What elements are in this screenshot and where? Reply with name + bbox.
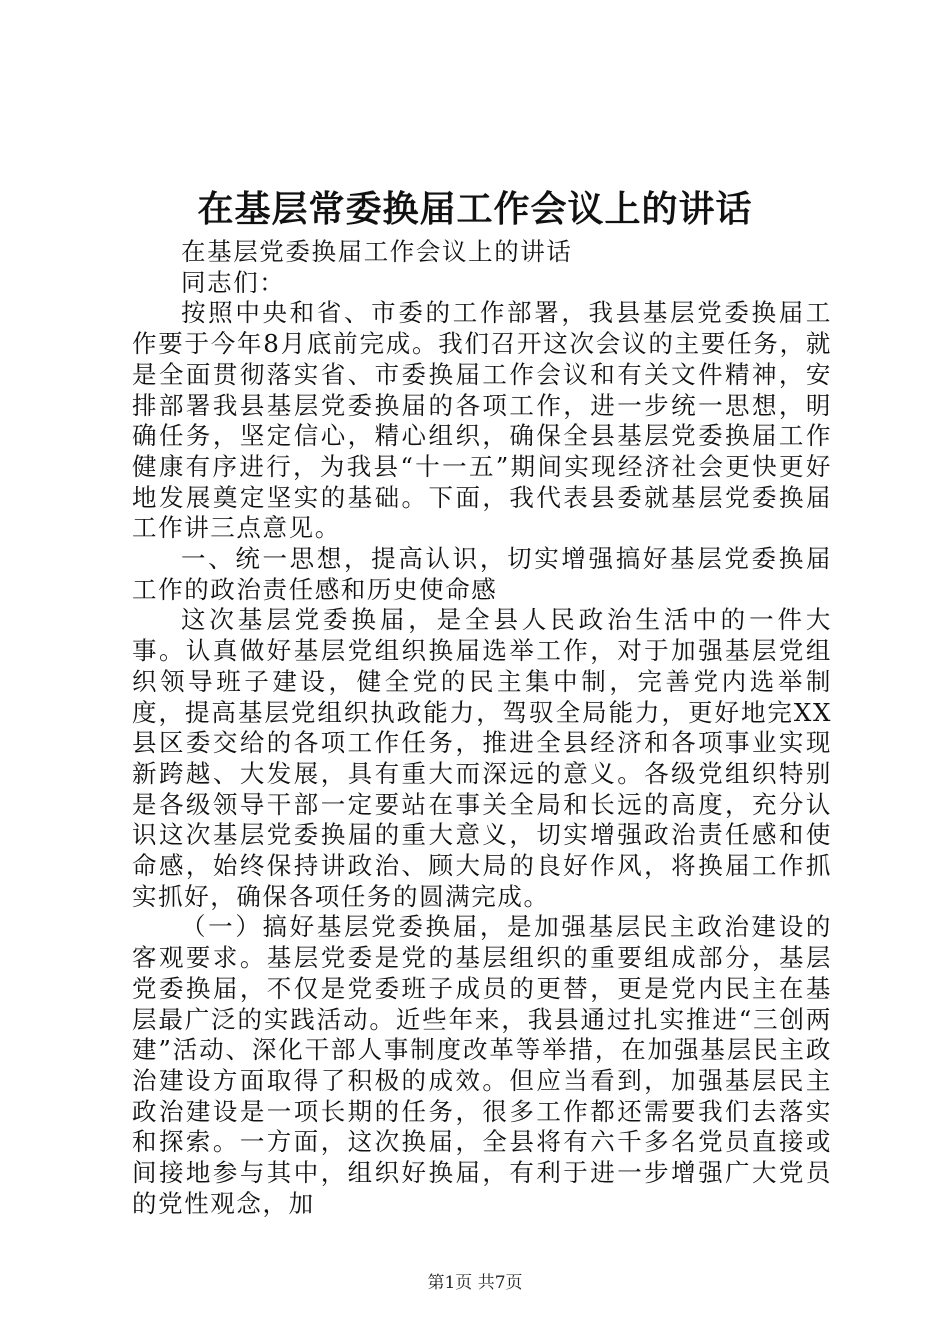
subtitle-paragraph: 在基层党委换届工作会议上的讲话 <box>181 237 573 266</box>
page-footer: 第1页 共7页 <box>427 1273 523 1293</box>
body-paragraph: 这次基层党委换届，是全县人民政治生活中的一件大事。认真做好基层党组织换届选举工作，对于加强基层党组织领导班子建设，健全党的民主集中制，完善党内选举制度，提高基层党组织执政能力，驾驭全局能力，更好地完XX县区委交给的各项工作任务，推进全县经济和各项事业实现新跨越、大发展，具有重大而深远的意义。各级党组织特别是各级领导干部一定要站在事关全局和长远的高度，充分认识这次基层党委换届的重大意义，切实增强政治责任感和使命感，始终保持讲政治、顾大局的良好作风，将换届工作抓实抓好，确保各项任务的圆满完成。 <box>132 605 832 911</box>
body-paragraph: （一）搞好基层党委换届，是加强基层民主政治建设的客观要求。基层党委是党的基层组织的重要组成部分，基层党委换届，不仅是党委班子成员的更替，更是党内民主在基层最广泛的实践活动。近些年来，我县通过扎实推进“三创两建”活动、深化干部人事制度改革等举措，在加强基层民主政治建设方面取得了积极的成效。但应当看到，加强基层民主政治建设是一项长期的任务，很多工作都还需要我们去落实和探索。一方面，这次换届，全县将有六千多名党员直接或间接地参与其中，组织好换届，有利于进一步增强广大党员的党性观念，加 <box>132 912 832 1218</box>
section-heading: 一、统一思想，提高认识，切实增强搞好基层党委换届工作的政治责任感和历史使命感 <box>132 544 832 604</box>
document-body <box>132 237 832 1220</box>
body-paragraph: 按照中央和省、市委的工作部署，我县基层党委换届工作要于今年8月底前完成。我们召开这次会议的主要任务，就是全面贯彻落实省、市委换届工作会议和有关文件精神，安排部署我县基层党委换届的各项工作，进一步统一思想，明确任务，坚定信心，精心组织，确保全县基层党委换届工作健康有序进行，为我县“十一五”期间实现经济社会更快更好地发展奠定坚实的基础。下面，我代表县委就基层党委换届工作讲三点意见。 <box>132 298 832 543</box>
document-title: 在基层常委换届工作会议上的讲话 <box>197 188 753 230</box>
salutation-paragraph: 同志们： <box>181 267 286 297</box>
